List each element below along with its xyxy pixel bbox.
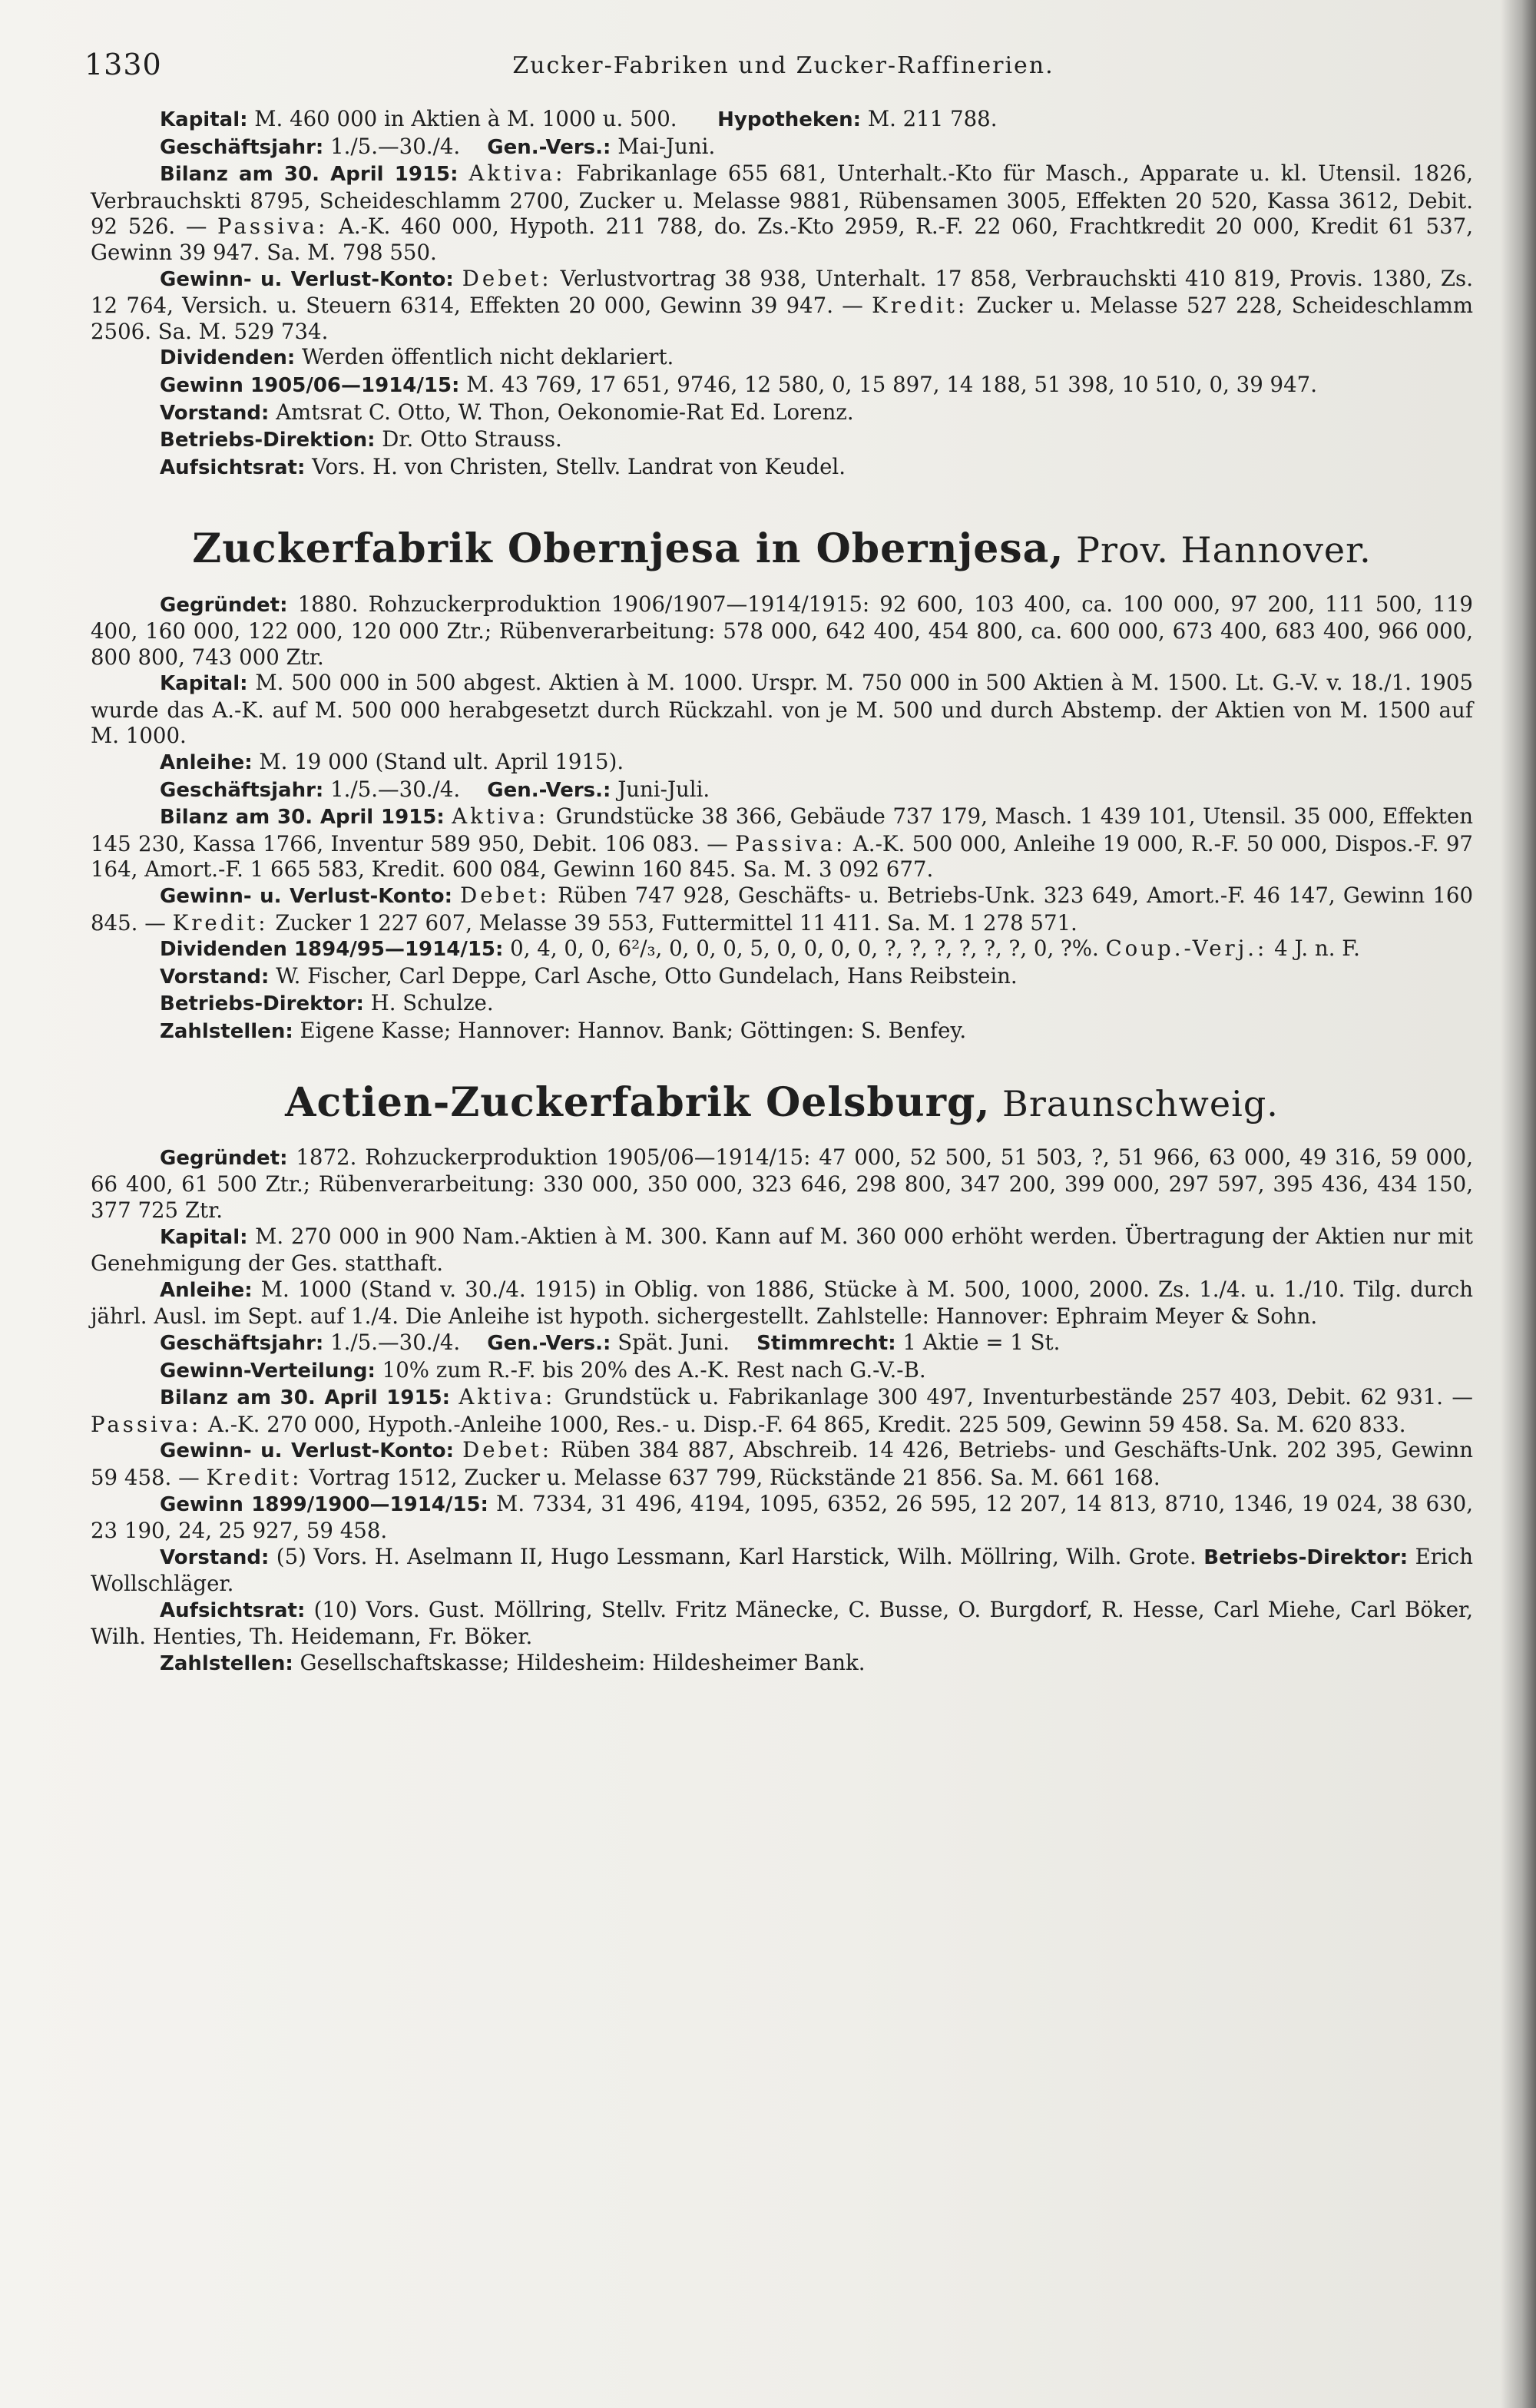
- label-guv: Gewinn- u. Verlust-Konto:: [160, 267, 454, 291]
- paragraph-dividenden: [91, 936, 1473, 963]
- paragraph-aufsichtsrat: [91, 1597, 1473, 1650]
- word-aktiva: Aktiva:: [452, 803, 549, 830]
- running-title: Zucker-Fabriken und Zucker-Raffinerien.: [512, 52, 1054, 79]
- label-dividenden: Dividenden 1894/95—1914/15:: [160, 938, 504, 962]
- label-bilanz: Bilanz am 30. April 1915:: [160, 1386, 451, 1410]
- text-geschaeftsjahr: 1./5.—30./4.: [323, 1329, 461, 1355]
- word-debet: Debet:: [460, 883, 550, 909]
- text-betriebsdirektion: Dr. Otto Strauss.: [375, 426, 562, 452]
- company-name-oelsburg: Actien-Zuckerfabrik Oelsburg,: [285, 1078, 991, 1126]
- text-kapital: M. 460 000 in Aktien à M. 1000 u. 500.: [247, 106, 677, 131]
- word-passiva: Passiva:: [735, 830, 846, 856]
- text-vorstand: W. Fischer, Carl Deppe, Carl Asche, Otto Gundelach, Hans Reibstein.: [269, 962, 1018, 989]
- company-location-oelsburg: Braunschweig.: [990, 1082, 1279, 1125]
- text-gegruendet: 1872. Rohzuckerproduktion 1905/06—1914/15: 47 000, 52 500, 51 503, ?, 51 966, 63 000, 49 316, 59 000, 66 400, 61 500 Ztr.; Rübenverarbeitung: 330 000, 350 000, 323 646, 298 800, 347 200, 399 000, 297 597, 395 436, 434 150, 377 725 Ztr.: [91, 1144, 1473, 1223]
- text-genvers: Juni-Juli.: [611, 776, 710, 802]
- paragraph-gewinn: [91, 1491, 1473, 1544]
- label-betriebsdirektion: Betriebs-Direktion:: [160, 429, 376, 452]
- label-geschaeftsjahr: Geschäftsjahr:: [160, 778, 324, 802]
- label-gewinn: Gewinn 1899/1900—1914/15:: [160, 1492, 488, 1516]
- paragraph-kapital: [91, 1224, 1473, 1277]
- label-gegruendet: Gegründet:: [160, 1146, 288, 1170]
- paragraph-bilanz: [91, 803, 1473, 883]
- label-gegruendet: Gegründet:: [160, 593, 288, 617]
- company-location-obernjesa: Prov. Hannover.: [1064, 529, 1372, 571]
- label-geschaeftsjahr: Geschäftsjahr:: [160, 135, 324, 159]
- text-guv-kredit: Zucker u. Melasse 527 228, Scheideschlamm 2506. Sa. M. 529 734.: [91, 293, 1473, 344]
- text-guv-debet: Rüben 384 887, Abschreib. 14 426, Betriebs- und Geschäfts-Unk. 202 395, Gewinn 59 458. —: [91, 1437, 1473, 1490]
- paragraph-gewinn: [91, 372, 1473, 399]
- label-bilanz: Bilanz am 30. April 1915:: [160, 163, 458, 187]
- text-betriebsdirektor: H. Schulze.: [363, 990, 494, 1016]
- label-stimmrecht: Stimmrecht:: [756, 1331, 896, 1355]
- label-kapital: Kapital:: [160, 1225, 248, 1249]
- entry-continued: [91, 106, 1473, 481]
- paragraph-geschaeftsjahr: [91, 777, 1473, 804]
- paragraph-guv: [91, 883, 1473, 936]
- text-anleihe: M. 1000 (Stand v. 30./4. 1915) in Oblig. von 1886, Stücke à M. 500, 1000, 2000. Zs. 1./4. u. 1./10. Tilg. durch jährl. Ausl. im Sept. auf 1./4. Die Anleihe ist hypoth. sichergestellt. Zahlstelle: Hannover: Ephraim Meyer & Sohn.: [91, 1276, 1473, 1330]
- text-gewinn: M. 43 769, 17 651, 9746, 12 580, 0, 15 897, 14 188, 51 398, 10 510, 0, 39 947.: [459, 371, 1317, 397]
- text-stimmrecht: 1 Aktie = 1 St.: [895, 1329, 1061, 1355]
- text-zahlstellen: Eigene Kasse; Hannover: Hannov. Bank; Göttingen: S. Benfey.: [293, 1018, 967, 1043]
- page-body: [91, 106, 1473, 1678]
- paragraph-dividenden: [91, 344, 1473, 372]
- text-vorstand: (5) Vors. H. Aselmann II, Hugo Lessmann, Karl Harstick, Wilh. Möllring, Wilh. Grote.: [269, 1543, 1204, 1569]
- paragraph-anleihe: [91, 1277, 1473, 1330]
- text-betriebsdirektor: Erich Wollschläger.: [91, 1543, 1473, 1597]
- word-coup: Coup.-Verj.:: [1105, 936, 1268, 962]
- paragraph-aufsichtsrat: [91, 454, 1473, 482]
- company-heading-obernjesa: [91, 527, 1473, 571]
- paragraph-kapital: [91, 106, 1473, 134]
- paragraph-guv: [91, 266, 1473, 345]
- label-dividenden: Dividenden:: [160, 346, 296, 370]
- paragraph-vorstand: [91, 399, 1473, 427]
- text-anleihe: M. 19 000 (Stand ult. April 1915).: [252, 749, 624, 775]
- paragraph-gegruendet: [91, 1144, 1473, 1224]
- text-kapital: M. 270 000 in 900 Nam.-Aktien à M. 300. Kann auf M. 360 000 erhöht werden. Übertragung der Aktien nur mit Genehmigung der Ges. statthaft.: [91, 1223, 1473, 1277]
- label-guv: Gewinn- u. Verlust-Konto:: [160, 885, 452, 909]
- text-guv-debet: Rüben 747 928, Geschäfts- u. Betriebs-Unk. 323 649, Amort.-F. 46 147, Gewinn 160 845. —: [91, 883, 1474, 936]
- paragraph-gewinnverteilung: [91, 1357, 1473, 1385]
- label-genvers: Gen.-Vers.:: [487, 1331, 611, 1355]
- paragraph-anleihe: [91, 749, 1473, 777]
- label-bilanz: Bilanz am 30. April 1915:: [160, 806, 445, 830]
- word-debet: Debet:: [462, 1437, 553, 1463]
- entry-oelsburg: [91, 1144, 1473, 1678]
- text-vorstand: Amtsrat C. Otto, W. Thon, Oekonomie-Rat Ed. Lorenz.: [269, 399, 854, 425]
- text-bilanz-passiva: A.-K. 460 000, Hypoth. 211 788, do. Zs.-Kto 2959, R.-F. 22 060, Frachtkredit 20 000, Kredit 61 537, Gewinn 39 947. Sa. M. 798 550.: [91, 214, 1473, 265]
- label-vorstand: Vorstand:: [160, 1545, 270, 1569]
- text-gewinnverteilung: 10% zum R.-F. bis 20% des A.-K. Rest nach G.-V.-B.: [375, 1356, 926, 1383]
- label-hypotheken: Hypotheken:: [717, 108, 862, 131]
- paragraph-betriebsdirektion: [91, 426, 1473, 454]
- paragraph-guv: [91, 1437, 1473, 1490]
- text-gegruendet: 1880. Rohzuckerproduktion 1906/1907—1914/1915: 92 600, 103 400, ca. 100 000, 97 200, 111 500, 119 400, 160 000, 122 000, 120 000 Ztr.; Rübenverarbeitung: 578 000, 642 400, 454 800, ca. 600 000, 673 400, 683 400, 966 000, 800 800, 743 000 Ztr.: [91, 591, 1473, 670]
- text-zahlstellen: Gesellschaftskasse; Hildesheim: Hildesheimer Bank.: [293, 1650, 866, 1676]
- paragraph-vorstand: [91, 1544, 1473, 1597]
- paragraph-geschaeftsjahr: [91, 134, 1473, 161]
- label-zahlstellen: Zahlstellen:: [160, 1652, 293, 1676]
- label-guv: Gewinn- u. Verlust-Konto:: [160, 1439, 455, 1463]
- text-guv-kredit: Zucker 1 227 607, Melasse 39 553, Futtermittel 11 411. Sa. M. 1 278 571.: [268, 909, 1078, 936]
- label-zahlstellen: Zahlstellen:: [160, 1020, 293, 1043]
- word-kredit: Kredit:: [172, 909, 269, 936]
- label-aufsichtsrat: Aufsichtsrat:: [160, 1598, 306, 1622]
- paragraph-zahlstellen: [91, 1650, 1473, 1678]
- paragraph-zahlstellen: [91, 1018, 1473, 1045]
- word-aktiva: Aktiva:: [468, 161, 566, 187]
- text-bilanz-passiva: A.-K. 270 000, Hypoth.-Anleihe 1000, Res.- u. Disp.-F. 64 865, Kredit. 225 509, Gewinn 59 458. Sa. M. 620 833.: [201, 1411, 1406, 1437]
- label-genvers: Gen.-Vers.:: [487, 778, 611, 802]
- label-anleihe: Anleihe:: [160, 751, 253, 775]
- label-aufsichtsrat: Aufsichtsrat:: [160, 455, 306, 479]
- paragraph-bilanz: [91, 1384, 1473, 1437]
- text-guv-debet: Verlustvortrag 38 938, Unterhalt. 17 858, Verbrauchskti 410 819, Provis. 1380, Zs. 12 764, Versich. u. Steuern 6314, Effekten 20 000, Gewinn 39 947. —: [91, 265, 1473, 319]
- label-geschaeftsjahr: Geschäftsjahr:: [160, 1331, 324, 1355]
- company-name-obernjesa: Zuckerfabrik Obernjesa in Obernjesa,: [192, 525, 1064, 573]
- label-genvers: Gen.-Vers.:: [487, 135, 611, 159]
- page-edge-shadow: [1501, 0, 1536, 2408]
- text-kapital: M. 500 000 in 500 abgest. Aktien à M. 1000. Urspr. M. 750 000 in 500 Aktien à M. 1500. Lt. G.-V. v. 18./1. 1905 wurde das A.-K. auf M. 500 000 herabgesetzt durch Rückzahl. von je M. 500 und durch Abstemp. der Aktien von M. 1500 auf M. 1000.: [91, 670, 1473, 749]
- paragraph-bilanz: [91, 161, 1473, 265]
- text-bilanz-aktiva: Fabrikanlage 655 681, Unterhalt.-Kto für Masch., Apparate u. kl. Utensil. 1826, Verbrauchskti 8795, Scheideschlamm 2700, Zucker u. Melasse 9881, Rübensamen 3005, Effekten 20 520, Kassa 3612, Debit. 92 526. —: [91, 161, 1473, 240]
- company-heading-oelsburg: [91, 1078, 1473, 1126]
- label-betriebsdirektor: Betriebs-Direktor:: [160, 992, 364, 1016]
- label-kapital: Kapital:: [160, 108, 248, 131]
- word-kredit: Kredit:: [872, 293, 968, 319]
- page-number: 1330: [84, 48, 162, 81]
- entry-obernjesa: [91, 591, 1473, 1045]
- text-geschaeftsjahr: 1./5.—30./4.: [323, 776, 461, 802]
- text-coup: 4 J. n. F.: [1267, 936, 1360, 962]
- label-gewinn: Gewinn 1905/06—1914/15:: [160, 373, 460, 397]
- text-hypotheken: M. 211 788.: [861, 106, 998, 131]
- text-dividenden: Werden öffentlich nicht deklariert.: [295, 344, 674, 370]
- label-anleihe: Anleihe:: [160, 1278, 253, 1302]
- label-vorstand: Vorstand:: [160, 965, 270, 989]
- text-bilanz-passiva: A.-K. 500 000, Anleihe 19 000, R.-F. 50 000, Dispos.-F. 97 164, Amort.-F. 1 665 583, Kredit. 600 084, Gewinn 160 845. Sa. M. 3 092 677.: [91, 830, 1473, 883]
- text-bilanz-aktiva: Grundstücke 38 366, Gebäude 737 179, Masch. 1 439 101, Utensil. 35 000, Effekten 145 230, Kassa 1766, Inventur 589 950, Debit. 106 083. —: [91, 803, 1473, 856]
- paragraph-vorstand: [91, 963, 1473, 991]
- word-passiva: Passiva:: [91, 1411, 202, 1437]
- label-vorstand: Vorstand:: [160, 401, 270, 425]
- text-geschaeftsjahr: 1./5.—30./4.: [323, 133, 461, 159]
- text-guv-kredit: Vortrag 1512, Zucker u. Melasse 637 799, Rückstände 21 856. Sa. M. 661 168.: [302, 1464, 1160, 1490]
- paragraph-gegruendet: [91, 591, 1473, 671]
- word-kredit: Kredit:: [206, 1464, 303, 1490]
- text-genvers: Mai-Juni.: [611, 133, 716, 159]
- text-aufsichtsrat: Vors. H. von Christen, Stellv. Landrat von Keudel.: [305, 453, 846, 479]
- paragraph-geschaeftsjahr: [91, 1330, 1473, 1357]
- word-aktiva: Aktiva:: [458, 1384, 556, 1410]
- text-gewinn: M. 7334, 31 496, 4194, 1095, 6352, 26 595, 12 207, 14 813, 8710, 1346, 19 024, 38 630, 23 190, 24, 25 927, 59 458.: [91, 1490, 1473, 1544]
- label-betriebsdirektor: Betriebs-Direktor:: [1203, 1545, 1409, 1569]
- text-bilanz-aktiva: Grundstück u. Fabrikanlage 300 497, Inventurbestände 257 403, Debit. 62 931. —: [555, 1384, 1473, 1410]
- label-gewinnverteilung: Gewinn-Verteilung:: [160, 1359, 376, 1383]
- label-kapital: Kapital:: [160, 672, 248, 696]
- paragraph-betriebsdirektor: [91, 990, 1473, 1018]
- text-aufsichtsrat: (10) Vors. Gust. Möllring, Stellv. Fritz Mänecke, C. Busse, O. Burgdorf, R. Hesse, Carl Miehe, Carl Böker, Wilh. Henties, Th. Heidemann, Fr. Böker.: [91, 1596, 1473, 1650]
- text-dividenden: 0, 4, 0, 0, 6²/₃, 0, 0, 0, 5, 0, 0, 0, 0, ?, ?, ?, ?, ?, ?, 0, ?%.: [503, 936, 1106, 962]
- word-debet: Debet:: [462, 265, 552, 291]
- page-header: [84, 48, 1482, 94]
- word-passiva: Passiva:: [217, 214, 329, 240]
- paragraph-kapital: [91, 670, 1473, 749]
- text-genvers: Spät. Juni.: [611, 1329, 730, 1355]
